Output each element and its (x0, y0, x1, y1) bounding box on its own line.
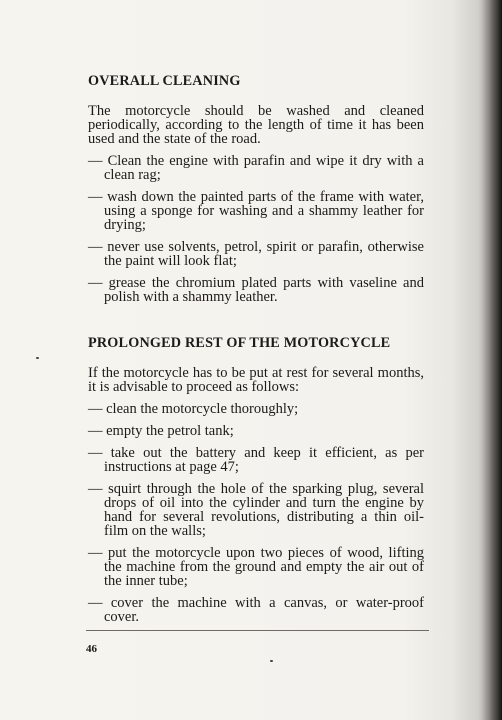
list-item: — never use solvents, petrol, spirit or parafin, otherwise the paint will look flat; (88, 239, 424, 269)
heading-overall-cleaning: OVERALL CLEANING (88, 73, 241, 89)
list-item: — take out the battery and keep it efficient, as per instructions at page 47; (88, 445, 424, 475)
footer-rule (86, 630, 429, 631)
page-number: 46 (86, 643, 97, 655)
list-item: — put the motorcycle upon two pieces of wood, lifting the machine from the ground and empty the air out of the inner tube; (88, 545, 424, 589)
scan-speck (270, 660, 273, 662)
prolonged-rest-intro: If the motorcycle has to be put at rest for several months, it is advisable to proceed as follows: (88, 365, 424, 395)
overall-cleaning-list (88, 154, 424, 304)
list-item: — cover the machine with a canvas, or water-proof cover. (88, 595, 424, 625)
list-item: — empty the petrol tank; (88, 423, 234, 439)
list-item: — grease the chromium plated parts with vaseline and polish with a shammy leather. (88, 275, 424, 305)
list-item: — clean the motorcycle thoroughly; (88, 401, 299, 417)
page-binding-shadow (478, 0, 502, 720)
scan-speck (36, 357, 39, 359)
list-item: — squirt through the hole of the sparking plug, several drops of oil into the cylinder and turn the engine by hand for several revolutions, distributing a thin oil-film on the walls; (88, 481, 424, 539)
prolonged-rest-list (88, 402, 424, 624)
heading-prolonged-rest: PROLONGED REST OF THE MOTORCYCLE (88, 335, 391, 351)
list-item: — wash down the painted parts of the frame with water, using a sponge for washing and a shammy leather for drying; (88, 189, 424, 233)
page-content (88, 72, 424, 624)
overall-cleaning-intro: The motorcycle should be washed and cleaned periodically, according to the length of time it has been used and the state of the road. (88, 103, 424, 147)
list-item: — Clean the engine with parafin and wipe it dry with a clean rag; (88, 153, 424, 183)
